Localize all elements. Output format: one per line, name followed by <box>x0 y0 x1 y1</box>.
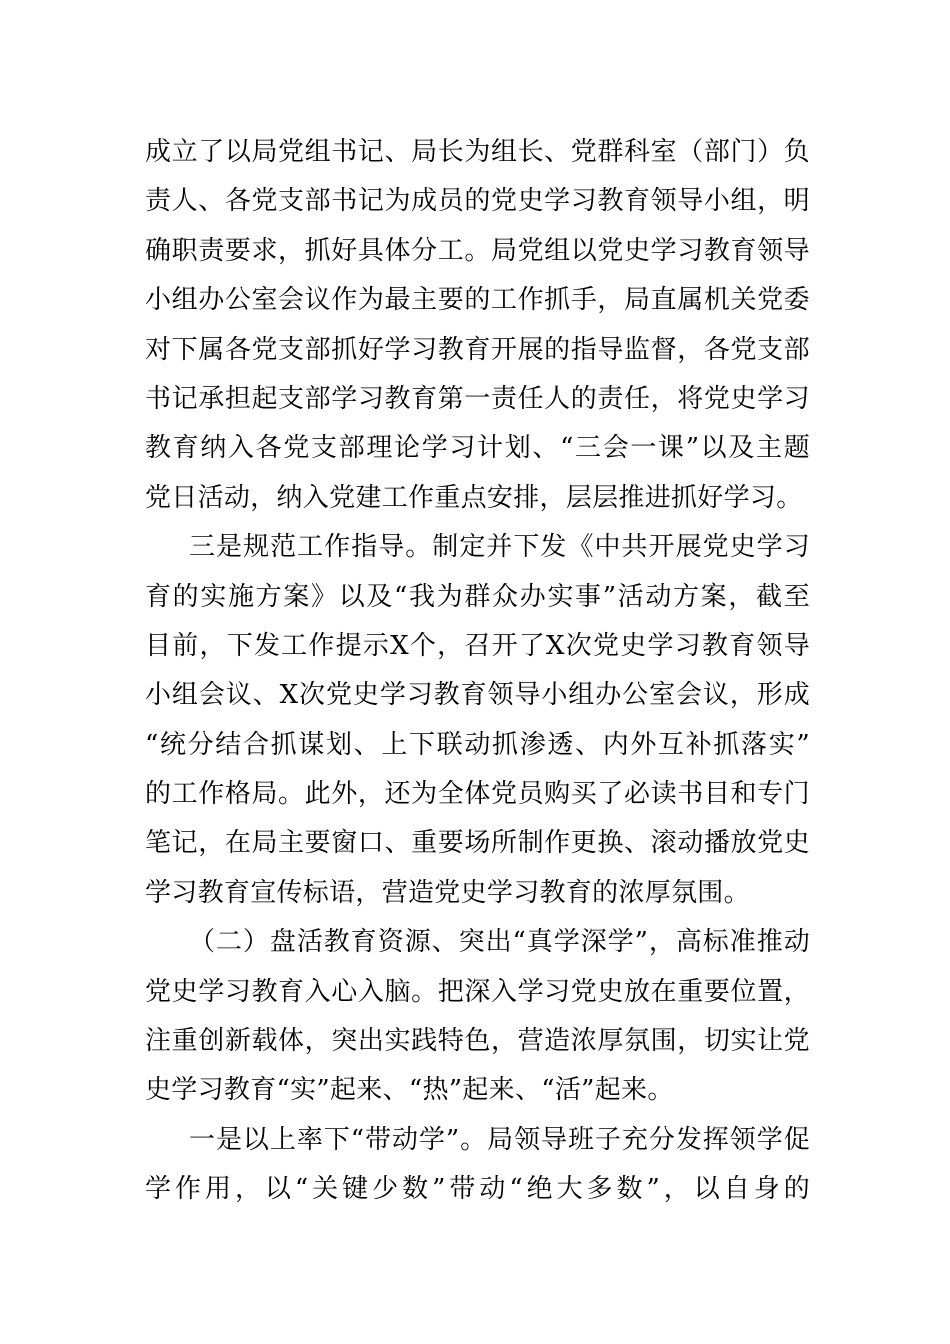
text-line: 学作用，以“关键少数”带动“绝大多数”，以自身的 <box>145 1174 810 1205</box>
text-line: 书记承担起支部学习教育第一责任人的责任，将党史学习 <box>145 383 810 414</box>
text-line: 注重创新载体，突出实践特色，营造浓厚氛围，切实让党 <box>145 1026 810 1057</box>
text-line: 责人、各党支部书记为成员的党史学习教育领导小组，明 <box>145 186 810 217</box>
text-line: 小组办公室会议作为最主要的工作抓手，局直属机关党委 <box>145 285 810 316</box>
text-line: 确职责要求，抓好具体分工。局党组以党史学习教育领导 <box>145 235 810 266</box>
text-line: 对下属各党支部抓好学习教育开展的指导监督，各党支部 <box>145 334 810 365</box>
text-line: 党史学习教育入心入脑。把深入学习党史放在重要位置， <box>145 976 810 1007</box>
text-line: 小组会议、X次党史学习教育领导小组办公室会议，形成 <box>145 680 810 711</box>
text-line: 三是规范工作指导。制定并下发《中共开展党史学习 <box>189 532 810 563</box>
text-line: 目前，下发工作提示X个，召开了X次党史学习教育领导 <box>145 630 810 661</box>
text-line: （二）盘活教育资源、突出“真学深学”，高标准推动 <box>189 927 810 958</box>
text-line: 史学习教育“实”起来、“热”起来、“活”起来。 <box>145 1075 674 1106</box>
text-line: “统分结合抓谋划、上下联动抓渗透、内外互补抓落实” <box>145 729 810 760</box>
text-line: 教育纳入各党支部理论学习计划、“三会一课”以及主题 <box>145 433 810 464</box>
text-line: 的工作格局。此外，还为全体党员购买了必读书目和专门 <box>145 779 810 810</box>
text-line: 笔记，在局主要窗口、重要场所制作更换、滚动播放党史 <box>145 828 810 859</box>
document-body <box>145 128 810 1215</box>
text-line: 党日活动，纳入党建工作重点安排，层层推进抓好学习。 <box>145 482 803 513</box>
text-line: 成立了以局党组书记、局长为组长、党群科室（部门）负 <box>145 137 810 167</box>
text-line: 学习教育宣传标语，营造党史学习教育的浓厚氛围。 <box>145 877 750 908</box>
text-line: 一是以上率下“带动学”。局领导班子充分发挥领学促 <box>189 1124 810 1155</box>
text-line: 育的实施方案》以及“我为群众办实事”活动方案，截至 <box>145 581 810 612</box>
